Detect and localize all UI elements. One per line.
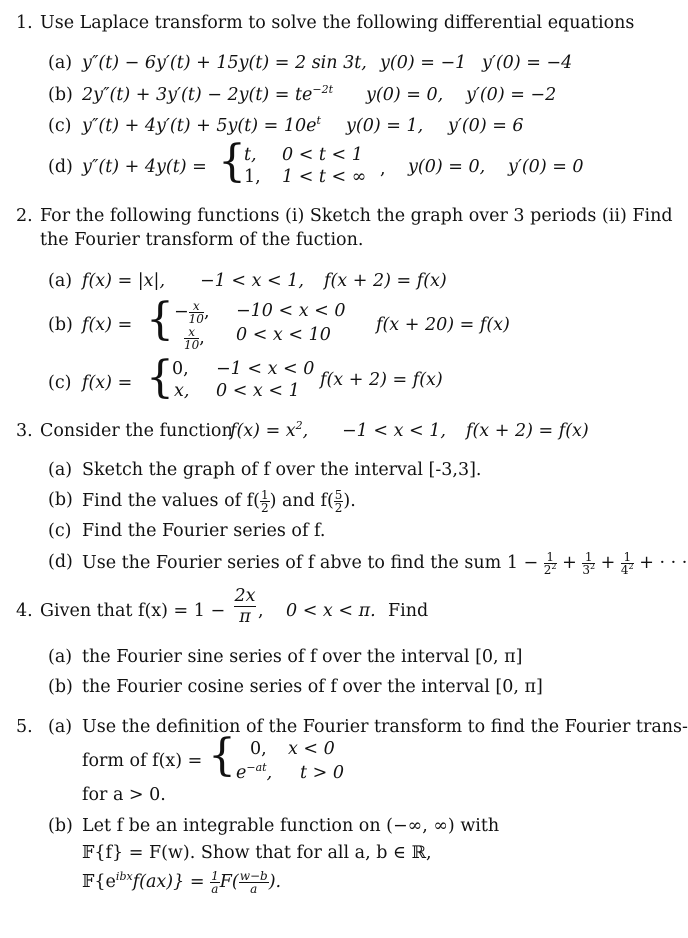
- q3b-text: [82, 489, 356, 514]
- q3d-term2-den: 3: [582, 563, 590, 577]
- q2a-equation: f(x) = |x|,: [82, 271, 166, 291]
- q2b-periodicity: f(x + 20) = f(x): [376, 315, 510, 335]
- q3-periodicity: f(x + 2) = f(x): [466, 421, 589, 441]
- q2b-case1-num: x: [189, 300, 204, 313]
- q5b-line2: 𝔽{f} = F(w). Show that for all a, b ∈ ℝ,: [82, 843, 432, 863]
- q3b-text1: Find the values of f(: [82, 491, 260, 511]
- q3-condition: −1 < x < 1,: [342, 421, 446, 441]
- q2-number: 2.: [16, 206, 33, 226]
- q3-function-text: f(x) = x: [230, 421, 296, 441]
- q5b-label: (b): [48, 816, 73, 836]
- q1d-case1-condition: 0 < t < 1: [282, 145, 363, 165]
- q5-number: 5.: [16, 717, 33, 737]
- q4-fraction-den: π: [239, 607, 251, 627]
- q5b-line3: [82, 870, 281, 895]
- q1c-eq-text: y″(t) + 4y′(t) + 5y(t) = 10e: [82, 116, 317, 136]
- q1d-case2-condition: 1 < t < ∞: [282, 167, 367, 187]
- q4-comma: ,: [258, 601, 264, 621]
- q1d-separator: ,: [380, 159, 386, 179]
- q3b-label: (b): [48, 490, 73, 510]
- q3d-term1-den: 2: [543, 563, 552, 577]
- q3d-term3-den: 4: [620, 563, 629, 577]
- q2b-case2-comma: ,: [199, 328, 205, 348]
- q3d-term1-num: 1: [544, 551, 557, 564]
- q1b-label: (b): [48, 85, 73, 105]
- q5b-frac1-den: a: [211, 882, 219, 896]
- q2c-label: (c): [48, 373, 72, 393]
- q1d-ic2: y′(0) = 0: [508, 157, 584, 177]
- q5b-line3-exp: ibx: [115, 870, 133, 884]
- q2b-case2-condition: 0 < x < 10: [236, 325, 331, 345]
- q5a-line2: form of f(x) =: [82, 751, 203, 771]
- q2b-case1-sign: −: [174, 302, 189, 322]
- q3d-term2-num: 1: [582, 551, 595, 564]
- q3d-label: (d): [48, 552, 73, 572]
- q3d-text-main: Use the Fourier series of f abve to find the sum 1 −: [82, 553, 539, 573]
- q1-text: Use Laplace transform to solve the following differential equations: [40, 13, 635, 33]
- q2a-label: (a): [48, 271, 73, 291]
- q1b-eq-text: 2y″(t) + 3y′(t) − 2y(t) = te: [82, 85, 313, 105]
- q5a-line3: for a > 0.: [82, 785, 166, 805]
- q1d-label: (d): [48, 157, 73, 177]
- q4b-text: the Fourier cosine series of f over the interval [0, π]: [82, 677, 543, 697]
- q1a-ic2: y′(0) = −4: [482, 53, 573, 73]
- q1c-exponent: t: [316, 114, 321, 128]
- q2c-case1-condition: −1 < x < 0: [216, 359, 315, 379]
- q5b-frac2-den: a: [250, 882, 258, 896]
- q1c-label: (c): [48, 116, 72, 136]
- q5a-case2-exp: −at: [246, 761, 267, 775]
- q2c-case1-value: 0,: [172, 359, 189, 379]
- q1a-label: (a): [48, 53, 73, 73]
- q2b-case2-num: x: [184, 326, 199, 339]
- q3c-label: (c): [48, 521, 72, 541]
- q4-fraction: [234, 586, 256, 627]
- q2b-case1-den: 10: [188, 312, 204, 326]
- q3d-text: [82, 551, 687, 576]
- q1b-equation: [82, 84, 333, 106]
- q5a-label: (a): [48, 717, 73, 737]
- q3-function-exponent: 2: [295, 419, 303, 433]
- q3b-text2: ) and f(: [269, 491, 334, 511]
- q5b-line3-c: F(: [219, 872, 239, 892]
- q3b-f2-num: 5: [334, 488, 343, 502]
- q5a-case2-e: e: [236, 763, 247, 783]
- q3-number: 3.: [16, 421, 33, 441]
- q1b-ic2: y′(0) = −2: [466, 85, 557, 105]
- q5a-line1: Use the definition of the Fourier transform to find the Fourier trans-: [82, 717, 688, 737]
- q1d-case1-value: t,: [244, 145, 257, 165]
- q5a-case1-value: 0,: [250, 739, 267, 759]
- q1c-ic2: y′(0) = 6: [448, 116, 524, 136]
- q2c-lhs: f(x) =: [82, 373, 133, 393]
- q5b-line3-b: f(ax)} =: [132, 872, 205, 892]
- q5b-line3-d: ).: [268, 872, 282, 892]
- q5b-line1: Let f be an integrable function on (−∞, ∞) with: [82, 816, 500, 836]
- q1a-equation: y″(t) − 6y′(t) + 15y(t) = 2 sin 3t,: [82, 53, 367, 73]
- q2b-case1-value: [174, 300, 210, 325]
- q2c-brace: {: [146, 352, 174, 403]
- q3-function: [230, 420, 308, 442]
- q2b-case1-condition: −10 < x < 0: [236, 301, 346, 321]
- q1a-ic1: y(0) = −1: [380, 53, 467, 73]
- q2c-case2-value: x,: [174, 381, 190, 401]
- q2b-case2-den: 10: [184, 338, 200, 352]
- q1d-brace: {: [218, 136, 246, 187]
- q3d-plus1: +: [562, 553, 577, 573]
- q4a-text: the Fourier sine series of f over the interval [0, π]: [82, 647, 523, 667]
- q3b-f2-den: 2: [334, 501, 343, 515]
- q2-text-line2: the Fourier transform of the fuction.: [40, 230, 364, 250]
- q1-number: 1.: [16, 13, 33, 33]
- q5a-case2-comma: ,: [266, 763, 273, 783]
- q3c-text: Find the Fourier series of f.: [82, 521, 326, 541]
- q2b-label: (b): [48, 315, 73, 335]
- q2-text-line1: For the following functions (i) Sketch the graph over 3 periods (ii) Find: [40, 206, 673, 226]
- q5a-case2-condition: t > 0: [300, 763, 344, 783]
- q3d-plus2: +: [600, 553, 616, 573]
- q1d-case2-value: 1,: [244, 167, 261, 187]
- q4-find: Find: [388, 601, 429, 621]
- q4b-label: (b): [48, 677, 73, 697]
- q5b-line3-a: 𝔽{e: [82, 872, 116, 892]
- q5a-brace: {: [208, 730, 236, 781]
- q4-condition: 0 < x < π.: [286, 601, 376, 621]
- q1c-ic1: y(0) = 1,: [346, 116, 424, 136]
- q5b-frac1-num: 1: [211, 869, 219, 883]
- q3d-term2-exp: 2: [589, 562, 596, 571]
- q2a-condition: −1 < x < 1,: [200, 271, 304, 291]
- q3d-term3-exp: 2: [628, 562, 634, 571]
- q3b-text3: ).: [343, 491, 356, 511]
- q5a-case2-value: [236, 762, 272, 784]
- q3-function-comma: ,: [302, 421, 309, 441]
- q4a-label: (a): [48, 647, 73, 667]
- q1c-equation: [82, 115, 321, 137]
- q2c-periodicity: f(x + 2) = f(x): [320, 370, 443, 390]
- q2b-case1-comma: ,: [203, 302, 210, 322]
- q2a-periodicity: f(x + 2) = f(x): [324, 271, 447, 291]
- q3b-f1-num: 1: [260, 488, 269, 502]
- q2c-case2-condition: 0 < x < 1: [216, 381, 300, 401]
- q1b-ic1: y(0) = 0,: [366, 85, 444, 105]
- q5b-frac2-num: w−b: [239, 869, 268, 883]
- q3-text: Consider the function: [40, 421, 233, 441]
- q3b-f1-den: 2: [260, 501, 269, 515]
- q3a-text: Sketch the graph of f over the interval [-3,3].: [82, 460, 482, 480]
- q4-fraction-num: 2x: [234, 586, 256, 606]
- q4-text: Given that f(x) = 1 −: [40, 601, 226, 621]
- q3d-term1-exp: 2: [551, 562, 557, 571]
- q2b-lhs: f(x) =: [82, 315, 133, 335]
- q3a-label: (a): [48, 460, 73, 480]
- q1b-exponent: −2t: [312, 83, 334, 97]
- q5a-case1-condition: x < 0: [288, 739, 335, 759]
- q3d-term3-num: 1: [621, 551, 634, 564]
- q1d-equation: y″(t) + 4y(t) =: [82, 157, 207, 177]
- q4-number: 4.: [16, 601, 33, 621]
- q1d-ic1: y(0) = 0,: [408, 157, 486, 177]
- q3d-dots: + · · ·: [639, 553, 688, 573]
- q2b-brace: {: [146, 294, 174, 345]
- q2b-case2-value: [184, 326, 205, 351]
